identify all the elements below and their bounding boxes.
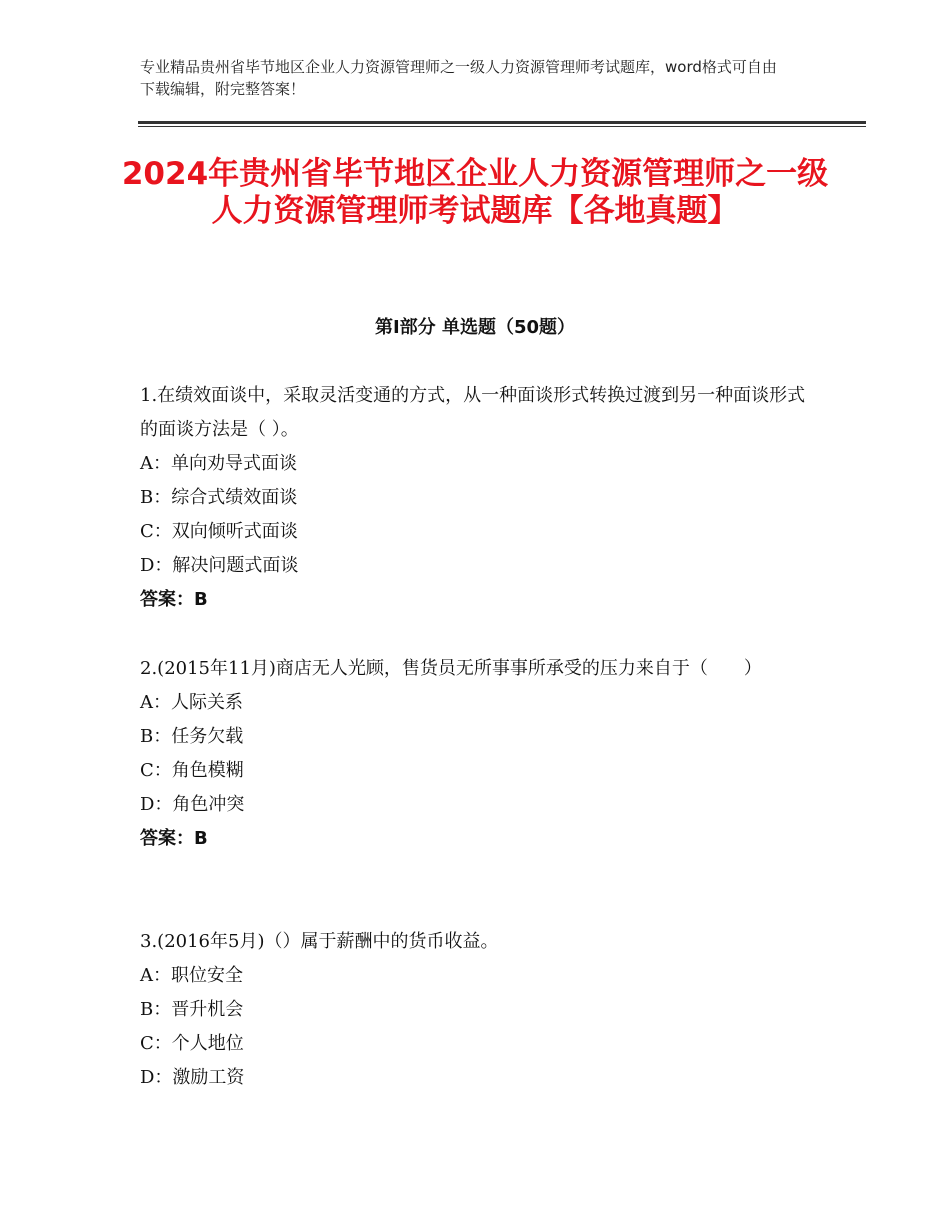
header-note: 专业精品贵州省毕节地区企业人力资源管理师之一级人力资源管理师考试题库，word格式可自由下载编辑，附完整答案！ xyxy=(140,58,777,98)
option-c: C：个人地位 xyxy=(140,1033,244,1054)
question-2 xyxy=(140,652,820,856)
option-b: B：任务欠载 xyxy=(140,726,244,747)
option-c: C：角色模糊 xyxy=(140,760,244,781)
section-heading: 第Ⅰ部分 单选题（50题） xyxy=(374,317,575,338)
option-b: B：晋升机会 xyxy=(140,999,244,1020)
option-a: A：单向劝导式面谈 xyxy=(140,453,297,474)
question-stem: 2.(2015年11月)商店无人光顾，售货员无所事事所承受的压力来自于（ ） xyxy=(140,658,762,679)
header-rule-thick xyxy=(138,121,866,124)
question-stem: 1.在绩效面谈中，采取灵活变通的方式，从一种面谈形式转换过渡到另一种面谈形式的面谈方法是（ ）。 xyxy=(140,385,806,440)
option-a: A：职位安全 xyxy=(140,965,243,986)
question-stem: 3.(2016年5月)（）属于薪酬中的货币收益。 xyxy=(140,931,499,952)
answer: 答案：B xyxy=(140,589,208,610)
option-d: D：解决问题式面谈 xyxy=(140,555,299,576)
question-1 xyxy=(140,379,820,617)
option-d: D：激励工资 xyxy=(140,1067,245,1088)
option-d: D：角色冲突 xyxy=(140,794,245,815)
option-a: A：人际关系 xyxy=(140,692,243,713)
option-c: C：双向倾听式面谈 xyxy=(140,521,298,542)
question-3 xyxy=(140,925,820,1095)
header-rule-thin xyxy=(138,126,866,127)
option-b: B：综合式绩效面谈 xyxy=(140,487,298,508)
document-title: 2024年贵州省毕节地区企业人力资源管理师之一级人力资源管理师考试题库【各地真题】 xyxy=(121,156,829,229)
answer: 答案：B xyxy=(140,828,208,849)
